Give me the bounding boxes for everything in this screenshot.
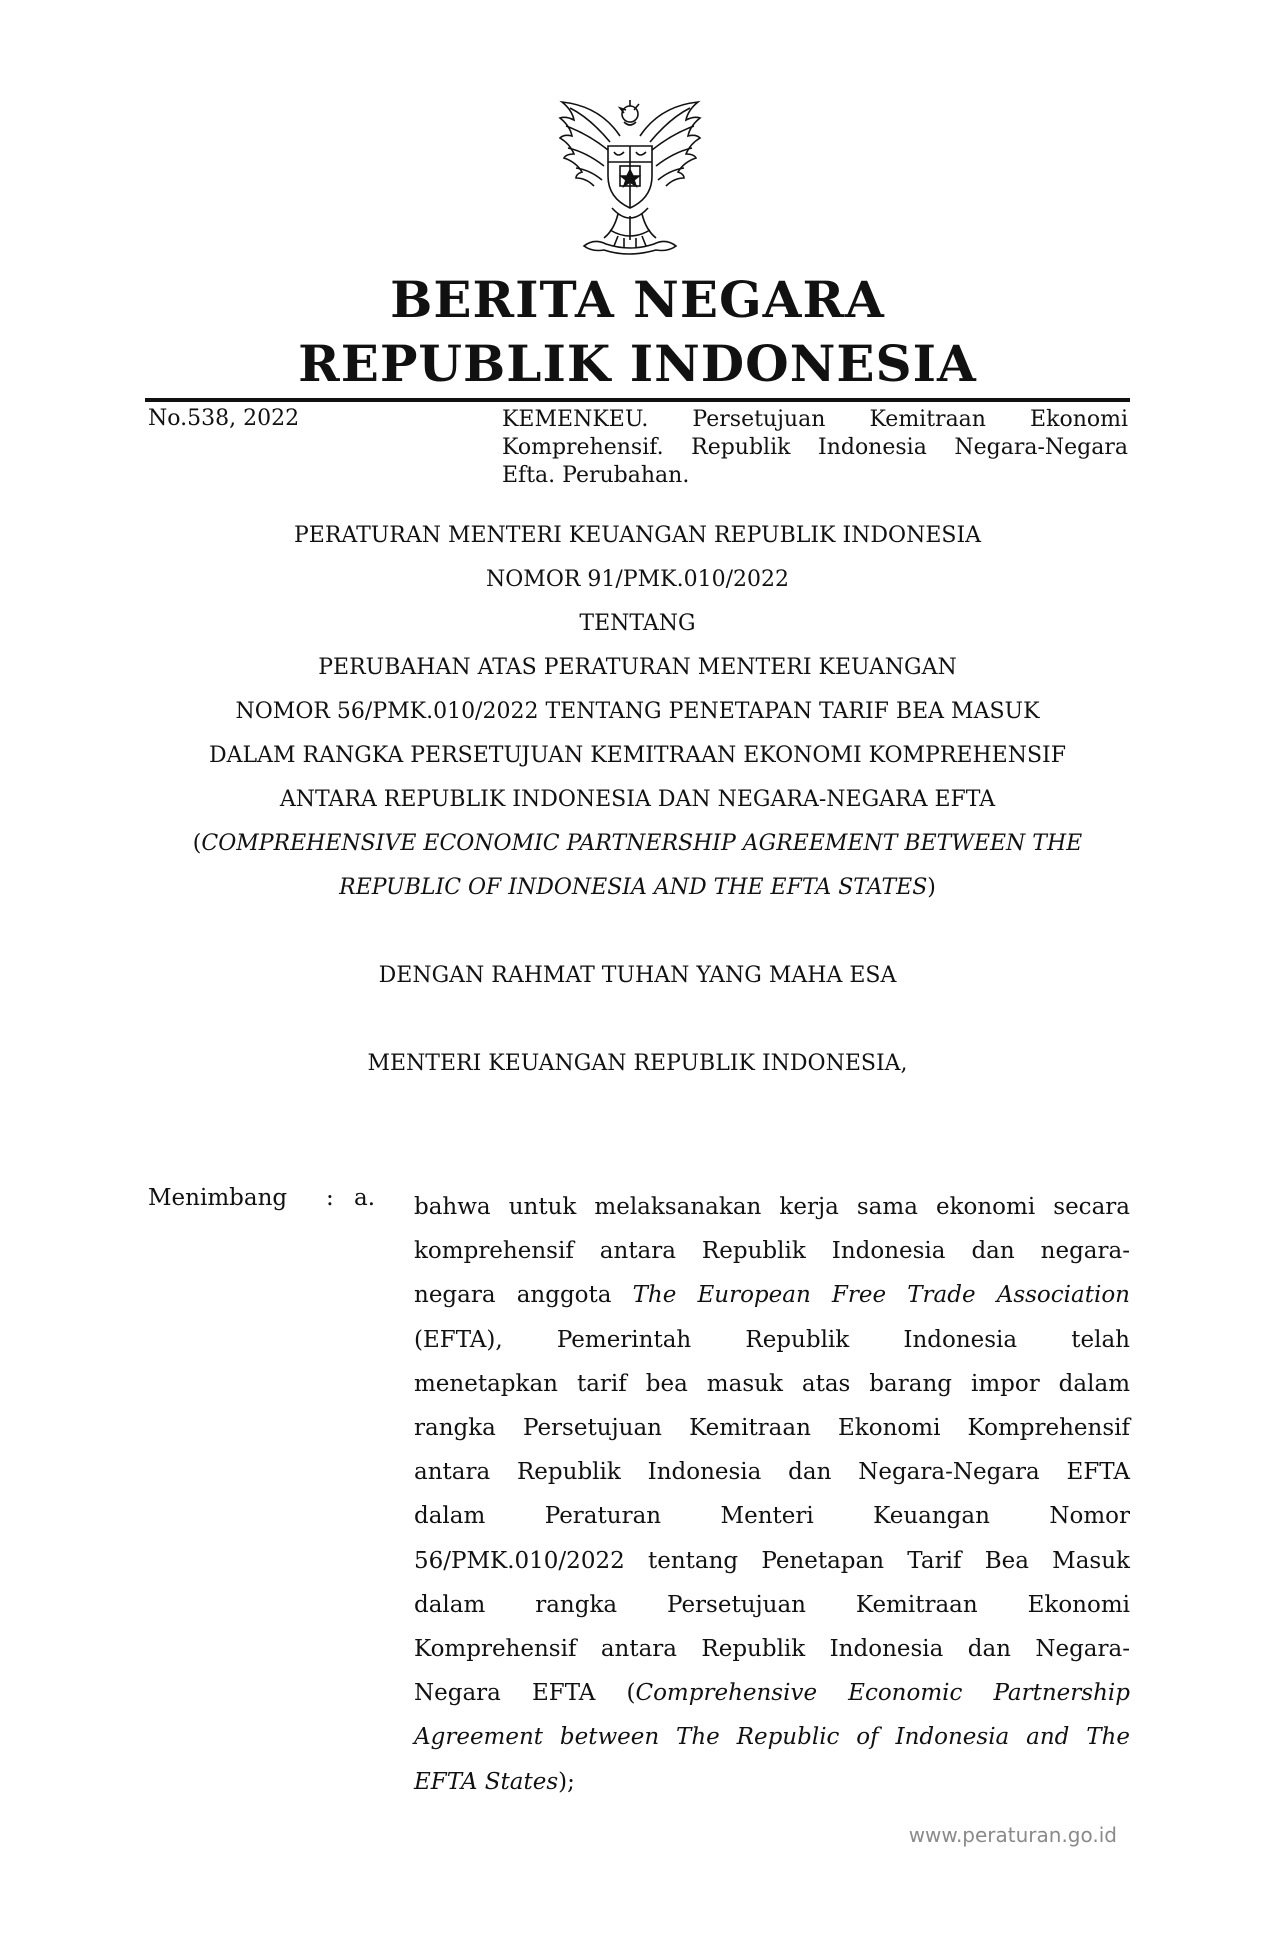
paragraph-line: menetapkan tarif bea masuk atas barang impor dalam (414, 1370, 1130, 1397)
italic-run: EFTA States (414, 1768, 559, 1795)
paragraph-line (414, 1760, 1130, 1804)
paragraph-line: dalam Peraturan Menteri Keuangan Nomor (414, 1503, 1130, 1530)
regulation-subject-line: ANTARA REPUBLIK INDONESIA DAN NEGARA-NEGARA EFTA (279, 787, 996, 812)
title-divider (145, 398, 1130, 402)
minister-heading: MENTERI KEUANGAN REPUBLIK INDONESIA, (367, 1051, 908, 1076)
paragraph-line: antara Republik Indonesia dan Negara-Negara EFTA (414, 1459, 1130, 1486)
paragraph-line: komprehensif antara Republik Indonesia dan negara- (414, 1238, 1130, 1265)
regulation-heading: PERATURAN MENTERI KEUANGAN REPUBLIK INDONESIA (293, 523, 982, 548)
footer-website: www.peraturan.go.id (908, 1823, 1117, 1847)
paragraph-line: Komprehensif antara Republik Indonesia dan Negara- (414, 1636, 1130, 1663)
garuda-pancasila-emblem-icon (548, 96, 712, 266)
considering-colon: : (326, 1185, 334, 1211)
regulation-subject-line: NOMOR 56/PMK.010/2022 TENTANG PENETAPAN TARIF BEA MASUK (235, 699, 1040, 724)
regulation-about: TENTANG (579, 611, 696, 636)
text-run: negara anggota (414, 1282, 633, 1309)
italic-run: Agreement between The Republic of Indonesia and The (414, 1724, 1130, 1751)
gazette-description (502, 406, 1128, 490)
gazette-title-line2: REPUBLIK INDONESIA (298, 334, 977, 393)
paragraph-line: 56/PMK.010/2022 tentang Penetapan Tarif Bea Masuk (414, 1547, 1130, 1574)
english-title-line: REPUBLIC OF INDONESIA AND THE EFTA STATES (339, 875, 928, 900)
preamble: DENGAN RAHMAT TUHAN YANG MAHA ESA (378, 963, 897, 988)
description-line: Komprehensif. Republik Indonesia Negara-Negara (502, 435, 1128, 460)
gazette-number: No.538, 2022 (148, 406, 300, 431)
description-line: KEMENKEU. Persetujuan Kemitraan Ekonomi (502, 407, 1128, 432)
considering-label: Menimbang (148, 1185, 288, 1211)
paragraph-line: (EFTA), Pemerintah Republik Indonesia telah (414, 1326, 1130, 1353)
text-run: ); (558, 1768, 575, 1795)
paragraph-line (414, 1715, 1130, 1759)
regulation-subject-line: PERUBAHAN ATAS PERATURAN MENTERI KEUANGAN (318, 655, 957, 680)
paragraph-line: rangka Persetujuan Kemitraan Ekonomi Komprehensif (414, 1415, 1130, 1442)
paragraph-line: bahwa untuk melaksanakan kerja sama ekonomi secara (414, 1194, 1130, 1220)
description-line: Efta. Perubahan. (502, 463, 690, 488)
paragraph-line: dalam rangka Persetujuan Kemitraan Ekonomi (414, 1591, 1130, 1618)
regulation-subject-line: DALAM RANGKA PERSETUJUAN KEMITRAAN EKONOMI KOMPREHENSIF (208, 743, 1066, 768)
italic-run: Comprehensive Economic Partnership (635, 1680, 1130, 1707)
paragraph-line (414, 1273, 1130, 1317)
considering-item-marker: a. (354, 1185, 376, 1211)
regulation-subject-english (145, 830, 1130, 858)
text-run: Negara EFTA ( (414, 1680, 636, 1707)
regulation-number: NOMOR 91/PMK.010/2022 (486, 567, 789, 592)
english-title-line: COMPREHENSIVE ECONOMIC PARTNERSHIP AGREEMENT BETWEEN THE (201, 831, 1083, 856)
paren-close: ) (927, 875, 936, 900)
paragraph-line (414, 1671, 1130, 1715)
considering-paragraph (414, 1185, 1130, 1804)
gazette-title-line1: BERITA NEGARA (390, 270, 885, 329)
regulation-subject-english (145, 874, 1130, 902)
paren-open: ( (192, 831, 202, 856)
italic-run: The European Free Trade Association (632, 1282, 1130, 1309)
